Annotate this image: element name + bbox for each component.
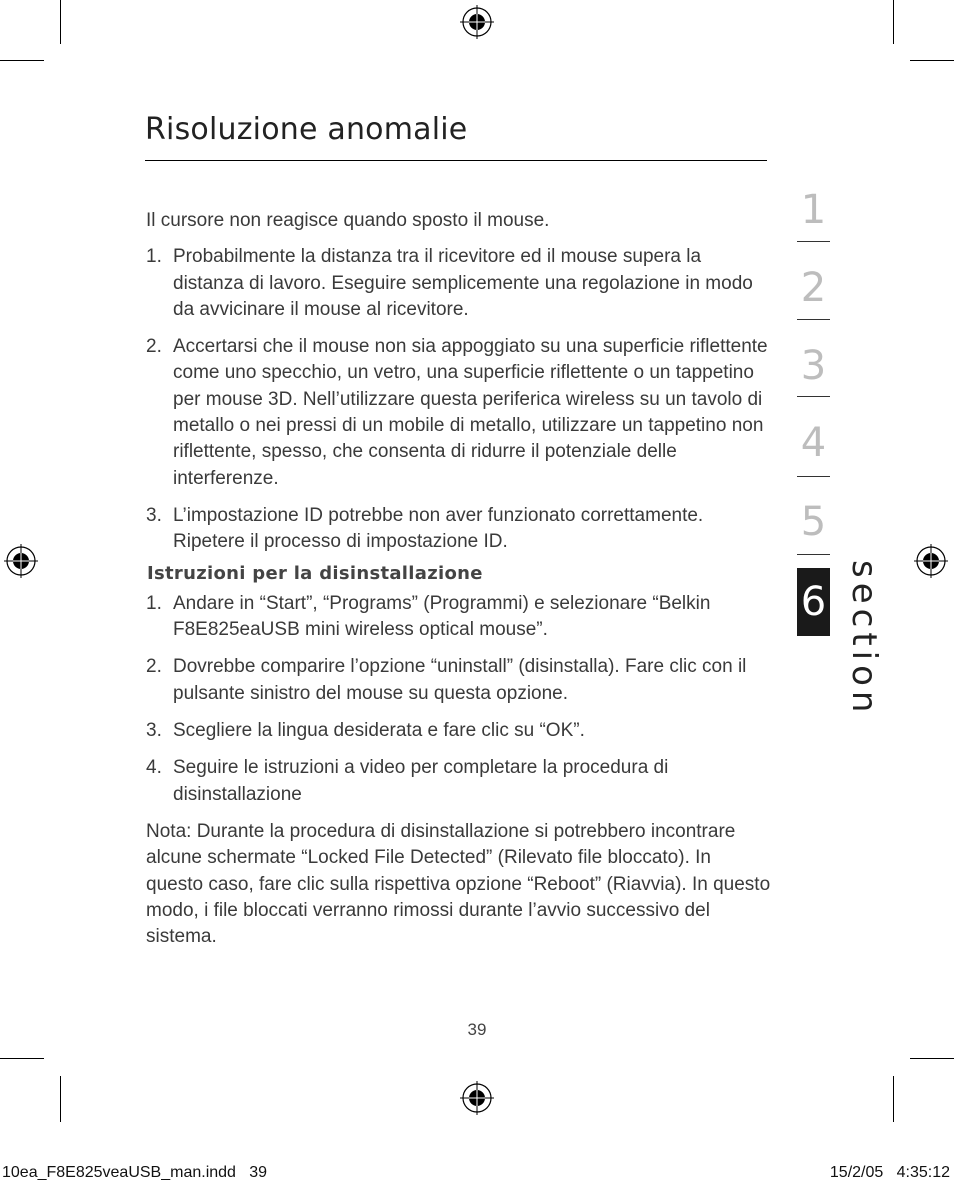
list-text: Scegliere la lingua desiderata e fare clic su “OK”. — [173, 720, 585, 742]
page-number: 39 — [467, 1020, 487, 1039]
crop-mark — [910, 1058, 954, 1059]
list-item — [146, 503, 771, 556]
list-text: Probabilmente la distanza tra il ricevitore ed il mouse supera la distanza di lavoro. Eseguire semplicemente una regolazione in modo da avvicinare il mouse al ricevitore. — [173, 246, 753, 320]
list-item — [146, 591, 771, 644]
nav-divider — [797, 319, 830, 320]
footer-timestamp: 15/2/05 4:35:12 — [829, 1164, 950, 1181]
section-label-text: section — [844, 560, 884, 718]
registration-mark-icon — [914, 544, 948, 578]
list-item — [146, 334, 771, 492]
section-nav — [797, 180, 830, 640]
problem-statement: Il cursore non reagisce quando sposto il mouse. — [146, 210, 550, 231]
nav-divider — [797, 241, 830, 242]
crop-mark — [910, 60, 954, 61]
list-number: 2. — [146, 336, 162, 358]
list-text: Andare in “Start”, “Programs” (Programmi) e selezionare “Belkin F8E825eaUSB mini wireless optical mouse”. — [173, 592, 711, 641]
crop-mark — [893, 1076, 894, 1122]
section-nav-item-3[interactable]: 3 — [800, 343, 827, 389]
crop-mark — [893, 0, 894, 44]
nav-divider — [797, 476, 830, 477]
list-text: L’impostazione ID potrebbe non aver funzionato correttamente. Ripetere il processo di impostazione ID. — [173, 504, 704, 553]
list-number: 4. — [146, 757, 162, 779]
nav-divider — [797, 396, 830, 397]
list-text: Dovrebbe comparire l’opzione “uninstall” (disinstalla). Fare clic con il pulsante sinistro del mouse su questa opzione. — [173, 656, 747, 704]
list-number: 3. — [146, 720, 162, 742]
section-heading: Istruzioni per la disinstallazione — [147, 562, 483, 584]
registration-mark-icon — [460, 5, 494, 39]
footer-filename: 10ea_F8E825veaUSB_man.indd 39 — [2, 1164, 268, 1181]
section-nav-item-1[interactable]: 1 — [800, 187, 827, 233]
section-nav-item-2[interactable]: 2 — [800, 265, 827, 311]
section-nav-item-active[interactable]: 6 — [797, 568, 830, 636]
troubleshooting-list — [146, 244, 771, 555]
section-label — [844, 560, 885, 718]
section-nav-item-5[interactable]: 5 — [800, 499, 827, 545]
list-number: 2. — [146, 656, 162, 678]
crop-mark — [60, 1076, 61, 1122]
registration-mark-icon — [4, 544, 38, 578]
list-number: 1. — [146, 246, 162, 268]
registration-mark-icon — [460, 1081, 494, 1115]
list-number: 1. — [146, 592, 162, 614]
page-title: Risoluzione anomalie — [145, 112, 468, 147]
nav-divider — [797, 554, 830, 555]
list-item — [146, 718, 771, 744]
list-number: 3. — [146, 504, 162, 526]
section-nav-item-4[interactable]: 4 — [800, 420, 827, 466]
list-item — [146, 755, 771, 808]
crop-mark — [0, 1058, 44, 1059]
list-item — [146, 654, 771, 707]
list-text: Accertarsi che il mouse non sia appoggiato su una superficie riflettente come uno specchio, un vetro, una superficie riflettente o un tappetino per mouse 3D. Nell’utilizzare questa periferica wireless su un tavolo di metallo o nei pressi di un mobile di metallo, utilizzare un tappetino non riflettente, spesso, che consenta di ridurre il potenziale delle interferenze. — [173, 336, 768, 489]
main-content — [146, 208, 771, 950]
crop-mark — [0, 60, 44, 61]
list-text: Seguire le istruzioni a video per completare la procedura di disinstallazione — [173, 757, 669, 805]
uninstall-steps-list — [146, 591, 771, 808]
list-item — [146, 244, 771, 323]
note-paragraph: Nota: Durante la procedura di disinstallazione si potrebbero incontrare alcune schermate “Locked File Detected” (Rilevato file bloccato). In questo caso, fare clic sulla rispettiva opzione “Reboot” (Riavvia). In questo modo, i file bloccati verranno rimossi durante l’avvio successivo del sistema. — [146, 820, 771, 948]
title-divider — [145, 160, 767, 161]
crop-mark — [60, 0, 61, 44]
